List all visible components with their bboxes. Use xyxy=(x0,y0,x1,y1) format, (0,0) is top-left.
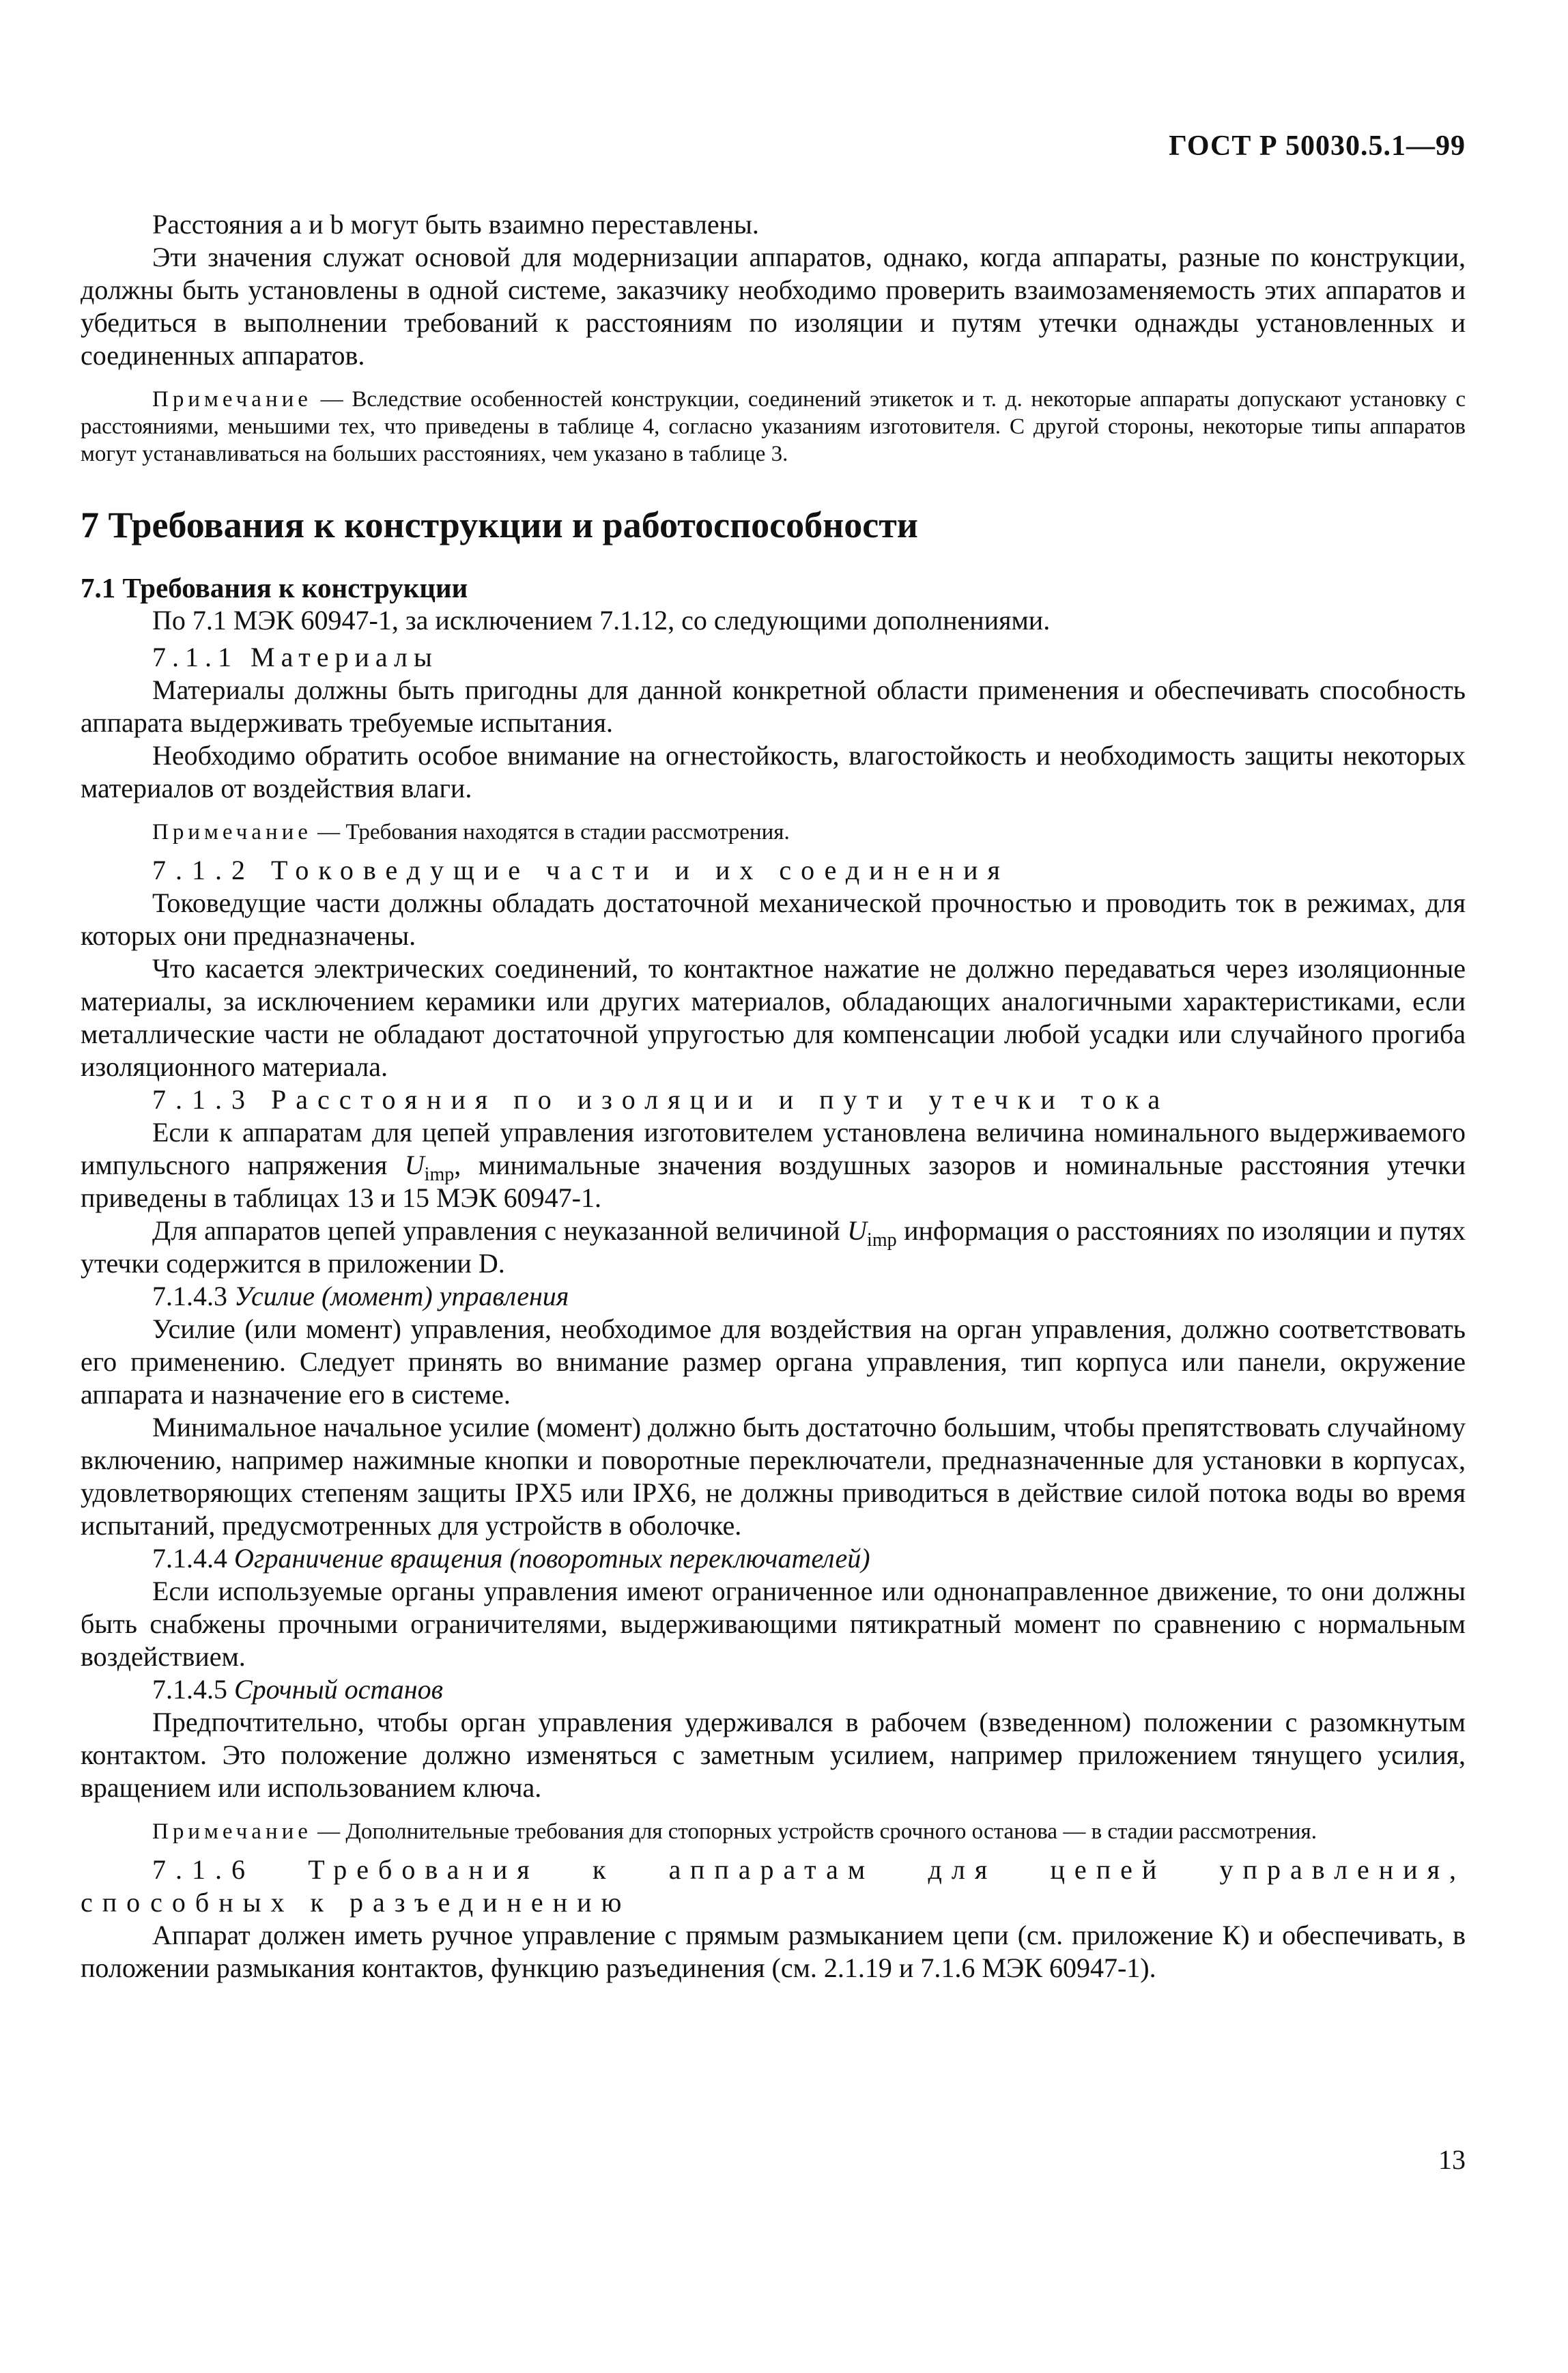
clause-heading xyxy=(81,1673,1466,1706)
paragraph xyxy=(81,1116,1466,1214)
document-header: ГОСТ Р 50030.5.1—99 xyxy=(1169,130,1466,162)
paragraph: Необходимо обратить особое внимание на огнестойкость, влагостойкость и необходимость защиты некоторых материалов от воздействия влаги. xyxy=(81,740,1466,804)
document-body xyxy=(81,130,1466,1985)
paragraph: Токоведущие части должны обладать достаточной механической прочностью и проводить ток в режимах, для которых они предназначены. xyxy=(81,887,1466,951)
note-text: — Требования находятся в стадии рассмотрения. xyxy=(311,820,790,844)
clause-heading xyxy=(81,1542,1466,1575)
subsection-title: 7.1 Требования к конструкции xyxy=(81,572,468,603)
clause-heading: 7.1.6 Требования к аппаратам для цепей управления, способных к разъединению xyxy=(81,1854,1466,1918)
u-symbol: U xyxy=(847,1215,868,1246)
paragraph: Минимальное начальное усилие (момент) должно быть достаточно большим, чтобы препятствовать случайному включению, например нажимные кнопки и поворотные переключатели, предназначенные для установки в корпусах, удовлетворяющих степеням защиты IPX5 или IPX6, не должны приводиться в действие силой потока воды во время испытаний, предусмотренных для устройств в оболочке. xyxy=(81,1412,1466,1541)
note xyxy=(81,1818,1466,1845)
paragraph: Аппарат должен иметь ручное управление с прямым размыканием цепи (см. приложение К) и обеспечивать, в положении размыкания контактов, функцию разъединения (см. 2.1.19 и 7.1.6 МЭК 60947-1). xyxy=(81,1920,1466,1983)
paragraph xyxy=(81,1214,1466,1280)
u-subscript: imp xyxy=(424,1164,455,1185)
u-subscript: imp xyxy=(867,1230,897,1251)
clause-heading: 7.1.2 Токоведущие части и их соединения xyxy=(152,855,1010,885)
clause-number: 7.1.4.4 xyxy=(152,1543,234,1574)
clause-title: Ограничение вращения (поворотных переключателей) xyxy=(234,1543,870,1574)
note-text: — Дополнительные требования для стопорных устройств срочного останова — в стадии рассмотрения. xyxy=(311,1819,1317,1844)
paragraph: Эти значения служат основой для модернизации аппаратов, однако, когда аппараты, разные по конструкции, должны быть установлены в одной системе, заказчику необходимо проверить взаимозаменяемость этих аппаратов и убедиться в выполнении требований к расстояниям по изоляции и путям утечки однажды установленных и соединенных аппаратов. xyxy=(81,242,1466,371)
clause-heading: 7.1.3 Расстояния по изоляции и пути утечки тока xyxy=(152,1084,1170,1115)
paragraph: Усилие (или момент) управления, необходимое для воздействия на орган управления, должно соответствовать его применению. Следует принять во внимание размер органа управления, тип корпуса или панели, окружение аппарата и назначение его в системе. xyxy=(81,1313,1466,1410)
section-title: 7 Требования к конструкции и работоспособности xyxy=(81,505,918,545)
paragraph: Если используемые органы управления имеют ограниченное или однонаправленное движение, то они должны быть снабжены прочными ограничителями, выдерживающими пятикратный момент по сравнению с нормальным воздействием. xyxy=(81,1576,1466,1672)
text-run: информация о расстояниях по изоляции и путях утечки содержится в приложении D. xyxy=(81,1215,1466,1279)
text-run: , минимальные значения воздушных зазоров и номинальные расстояния утечки приведены в таблицах 13 и 15 МЭК 60947-1. xyxy=(81,1150,1466,1213)
clause-number: 7.1.4.3 xyxy=(152,1281,234,1311)
note-text: — Вследствие особенностей конструкции, соединений этикеток и т. д. некоторые аппараты допускают установку с расстояниями, меньшими тех, что приведены в таблице 4, согласно указаниям изготовителя. С другой стороны, некоторые типы аппаратов могут устанавливаться на больших расстояниях, чем указано в таблице 3. xyxy=(81,387,1466,466)
note xyxy=(81,819,1466,846)
paragraph: Материалы должны быть пригодны для данной конкретной области применения и обеспечивать способность аппарата выдерживать требуемые испытания. xyxy=(81,674,1466,738)
note-label: Примечание xyxy=(152,1819,312,1844)
clause-number: 7.1.4.5 xyxy=(152,1674,234,1705)
note xyxy=(81,386,1466,468)
clause-title: Срочный останов xyxy=(234,1674,443,1705)
note-label: Примечание xyxy=(152,820,312,844)
text-run: Если к аппаратам для цепей управления изготовителем установлена величина номинального выдерживаемого импульсного напряжения xyxy=(81,1117,1466,1180)
page-number: 13 xyxy=(1438,2144,1466,2175)
clause-title: Усилие (момент) управления xyxy=(234,1281,569,1311)
paragraph: Расстояния а и b могут быть взаимно переставлены. xyxy=(152,209,759,240)
paragraph: Предпочтительно, чтобы орган управления удерживался в рабочем (взведенном) положении с разомкнутым контактом. Это положение должно изменяться с заметным усилием, например приложением тянущего усилия, вращением или использованием ключа. xyxy=(81,1707,1466,1803)
clause-heading: 7.1.1 Материалы xyxy=(152,642,438,672)
clause-heading xyxy=(81,1280,1466,1313)
u-symbol: U xyxy=(404,1150,425,1180)
text-run: Для аппаратов цепей управления с неуказанной величиной xyxy=(152,1215,848,1246)
paragraph: Что касается электрических соединений, то контактное нажатие не должно передаваться через изоляционные материалы, за исключением керамики или других материалов, обладающих аналогичными характеристиками, если металлические части не обладают достаточной упругостью для компенсации любой усадки или случайного прогиба изоляционного материала. xyxy=(81,953,1466,1082)
note-label: Примечание xyxy=(152,387,312,412)
paragraph: По 7.1 МЭК 60947-1, за исключением 7.1.12, со следующими дополнениями. xyxy=(152,605,1051,636)
